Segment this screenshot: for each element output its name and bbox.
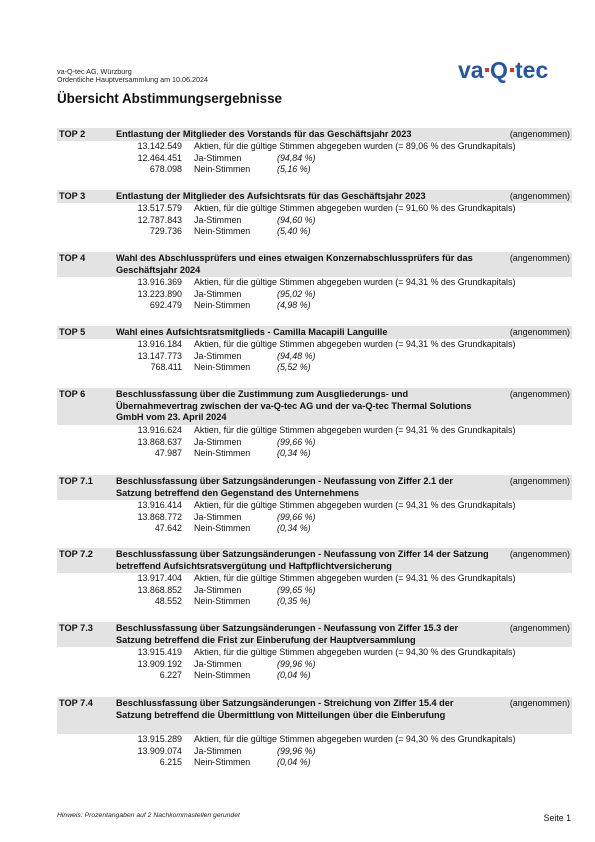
agenda-item-title: Beschlussfassung über Satzungsänderungen - Neufassung von Ziffer 15.3 der Satzung betreffend die Frist zur Einberufung der Hauptversammlung	[116, 623, 459, 645]
agenda-item-status: (angenommen)	[509, 129, 570, 139]
agenda-item-title: Beschlussfassung über Satzungsänderungen - Neufassung von Ziffer 14 der Satzung betreffend Aufsichtsratsvergütung und Haftpflichtversicherung	[116, 549, 489, 571]
svg-text:tec: tec	[515, 57, 549, 83]
valid-votes-text: Aktien, für die gültige Stimmen abgegeben wurden (= 94,31 % des Grundkapitals)	[194, 500, 516, 510]
yes-votes-percent: (94,84 %)	[277, 152, 316, 163]
agenda-item-number: TOP 7.3	[59, 623, 93, 633]
page-number: Seite 1	[543, 813, 571, 823]
yes-votes-label: Ja-Stimmen	[194, 584, 242, 595]
no-votes-label: Nein-Stimmen	[194, 448, 251, 458]
yes-votes-row	[57, 215, 572, 227]
no-votes-label: Nein-Stimmen	[194, 300, 251, 310]
yes-votes-count: 13.909.192	[137, 658, 182, 669]
yes-votes-percent: (99,96 %)	[277, 658, 316, 669]
agenda-item-top-7-1	[57, 475, 572, 535]
no-votes-label: Nein-Stimmen	[194, 596, 251, 606]
agenda-item-number: TOP 6	[59, 389, 86, 399]
no-votes-row	[57, 670, 572, 682]
agenda-item-top-4	[57, 252, 572, 312]
agenda-item-top-6	[57, 388, 572, 460]
agenda-item-header	[57, 475, 572, 500]
valid-votes-row	[57, 647, 572, 659]
yes-votes-percent: (99,65 %)	[277, 584, 316, 595]
agenda-item-status: (angenommen)	[509, 191, 570, 201]
agenda-item-status: (angenommen)	[509, 698, 570, 708]
no-votes-count: 47.987	[154, 448, 182, 458]
no-votes-percent: (0,35 %)	[277, 596, 311, 606]
valid-votes-text: Aktien, für die gültige Stimmen abgegeben wurden (= 94,31 % des Grundkapitals)	[194, 573, 516, 583]
meeting-name: Ordentliche Hauptversammlung am 10.06.2024	[57, 75, 209, 85]
agenda-item-status: (angenommen)	[509, 549, 570, 559]
agenda-item-number: TOP 5	[59, 327, 86, 337]
valid-votes-row	[57, 203, 572, 215]
no-votes-row	[57, 164, 572, 176]
yes-votes-label: Ja-Stimmen	[194, 152, 242, 163]
logo-graphic	[458, 57, 573, 85]
no-votes-percent: (4,98 %)	[277, 300, 311, 310]
yes-votes-row	[57, 289, 572, 301]
valid-votes-text: Aktien, für die gültige Stimmen abgegeben wurden (= 89,06 % des Grundkapitals)	[194, 141, 516, 151]
agenda-item-status: (angenommen)	[509, 623, 570, 633]
page-title: Übersicht Abstimmungsergebnisse	[57, 91, 282, 106]
agenda-item-header	[57, 252, 572, 277]
svg-text:va: va	[458, 57, 484, 83]
agenda-item-title: Wahl eines Aufsichtsratsmitglieds - Camilla Macapili Languille	[116, 327, 388, 337]
no-votes-percent: (5,52 %)	[277, 362, 311, 372]
no-votes-percent: (0,04 %)	[277, 757, 311, 767]
no-votes-label: Nein-Stimmen	[194, 757, 251, 767]
agenda-item-header	[57, 622, 572, 647]
valid-votes-count: 13.142.549	[137, 141, 182, 151]
agenda-item-number: TOP 4	[59, 253, 86, 263]
agenda-item-title: Beschlussfassung über Satzungsänderungen - Neufassung von Ziffer 2.1 der Satzung betreffend den Gegenstand des Unternehmens	[116, 476, 453, 498]
yes-votes-count: 12.464.451	[137, 152, 182, 163]
yes-votes-percent: (99,96 %)	[277, 745, 316, 756]
no-votes-percent: (5,16 %)	[277, 164, 311, 174]
agenda-item-header	[57, 697, 572, 734]
svg-text:Q: Q	[490, 57, 508, 83]
no-votes-count: 729.736	[149, 226, 182, 236]
yes-votes-percent: (94,60 %)	[277, 214, 316, 225]
no-votes-count: 678.098	[149, 164, 182, 174]
yes-votes-row	[57, 351, 572, 363]
document-header	[57, 68, 208, 84]
yes-votes-percent: (99,66 %)	[277, 436, 316, 447]
yes-votes-row	[57, 659, 572, 671]
no-votes-label: Nein-Stimmen	[194, 670, 251, 680]
valid-votes-count: 13.915.289	[137, 734, 182, 744]
valid-votes-text: Aktien, für die gültige Stimmen abgegeben wurden (= 94,31 % des Grundkapitals)	[194, 425, 516, 435]
yes-votes-row	[57, 153, 572, 165]
agenda-item-header	[57, 190, 572, 203]
no-votes-count: 48.552	[154, 596, 182, 606]
agenda-item-header	[57, 128, 572, 141]
yes-votes-count: 13.147.773	[137, 350, 182, 361]
agenda-item-number: TOP 7.2	[59, 549, 93, 559]
valid-votes-count: 13.517.579	[137, 203, 182, 213]
no-votes-percent: (0,34 %)	[277, 448, 311, 458]
no-votes-count: 768.411	[150, 362, 182, 372]
yes-votes-count: 13.909.074	[137, 745, 182, 756]
agenda-item-top-5	[57, 326, 572, 374]
valid-votes-text: Aktien, für die gültige Stimmen abgegeben wurden (= 94,30 % des Grundkapitals)	[194, 734, 516, 744]
agenda-item-status: (angenommen)	[509, 253, 570, 263]
no-votes-count: 692.479	[149, 300, 182, 310]
rounding-footnote: Hinweis: Prozentangaben auf 2 Nachkommastellen gerundet	[57, 812, 240, 819]
no-votes-row	[57, 757, 572, 769]
agenda-item-status: (angenommen)	[509, 327, 570, 337]
valid-votes-row	[57, 277, 572, 289]
valid-votes-count: 13.915.419	[137, 647, 182, 657]
agenda-item-top-7-4	[57, 697, 572, 769]
yes-votes-percent: (99,66 %)	[277, 511, 316, 522]
valid-votes-text: Aktien, für die gültige Stimmen abgegeben wurden (= 94,30 % des Grundkapitals)	[194, 647, 516, 657]
agenda-item-header	[57, 326, 572, 339]
valid-votes-row	[57, 339, 572, 351]
no-votes-percent: (5,40 %)	[277, 226, 311, 236]
yes-votes-row	[57, 585, 572, 597]
valid-votes-count: 13.916.414	[137, 500, 182, 510]
agenda-item-number: TOP 7.4	[59, 698, 93, 708]
valid-votes-row	[57, 734, 572, 746]
no-votes-row	[57, 448, 572, 460]
agenda-item-number: TOP 7.1	[59, 476, 93, 486]
no-votes-row	[57, 523, 572, 535]
yes-votes-label: Ja-Stimmen	[194, 658, 242, 669]
valid-votes-text: Aktien, für die gültige Stimmen abgegeben wurden (= 94,31 % des Grundkapitals)	[194, 277, 516, 287]
agenda-item-title: Wahl des Abschlussprüfers und eines etwaigen Konzernabschlussprüfers für das Geschäftsjahr 2024	[116, 253, 473, 275]
yes-votes-count: 13.868.637	[137, 436, 182, 447]
agenda-item-top-7-3	[57, 622, 572, 682]
agenda-item-status: (angenommen)	[509, 389, 570, 399]
valid-votes-row	[57, 425, 572, 437]
yes-votes-label: Ja-Stimmen	[194, 745, 242, 756]
agenda-item-top-3	[57, 190, 572, 238]
valid-votes-text: Aktien, für die gültige Stimmen abgegeben wurden (= 94,31 % des Grundkapitals)	[194, 339, 516, 349]
yes-votes-count: 12.787.843	[137, 214, 182, 225]
yes-votes-row	[57, 512, 572, 524]
yes-votes-row	[57, 437, 572, 449]
yes-votes-row	[57, 746, 572, 758]
yes-votes-count: 13.868.772	[137, 511, 182, 522]
valid-votes-row	[57, 573, 572, 585]
agenda-item-title: Entlastung der Mitglieder des Vorstands für das Geschäftsjahr 2023	[116, 129, 412, 139]
valid-votes-text: Aktien, für die gültige Stimmen abgegeben wurden (= 91,60 % des Grundkapitals)	[194, 203, 516, 213]
valid-votes-count: 13.916.184	[137, 339, 182, 349]
no-votes-label: Nein-Stimmen	[194, 362, 251, 372]
agenda-item-number: TOP 2	[59, 129, 86, 139]
yes-votes-label: Ja-Stimmen	[194, 511, 242, 522]
no-votes-label: Nein-Stimmen	[194, 164, 251, 174]
yes-votes-percent: (95,02 %)	[277, 288, 316, 299]
agenda-item-number: TOP 3	[59, 191, 86, 201]
no-votes-label: Nein-Stimmen	[194, 523, 251, 533]
agenda-item-title: Entlastung der Mitglieder des Aufsichtsrats für das Geschäftsjahr 2023	[116, 191, 426, 201]
agenda-item-top-7-2	[57, 548, 572, 608]
agenda-item-title: Beschlussfassung über Satzungsänderungen - Streichung von Ziffer 15.4 der Satzung betreffend die Übermittlung von Mitteilungen über die Einberufung	[116, 698, 454, 720]
no-votes-row	[57, 362, 572, 374]
company-name: va-Q-tec AG, Würzburg	[57, 67, 132, 76]
no-votes-count: 6.215	[159, 757, 182, 767]
no-votes-label: Nein-Stimmen	[194, 226, 251, 236]
valid-votes-count: 13.916.624	[137, 425, 182, 435]
yes-votes-percent: (94,48 %)	[277, 350, 316, 361]
yes-votes-label: Ja-Stimmen	[194, 350, 242, 361]
valid-votes-row	[57, 141, 572, 153]
no-votes-row	[57, 300, 572, 312]
no-votes-row	[57, 226, 572, 238]
valid-votes-row	[57, 500, 572, 512]
agenda-item-header	[57, 548, 572, 573]
agenda-item-top-2	[57, 128, 572, 176]
valid-votes-count: 13.917.404	[137, 573, 182, 583]
valid-votes-count: 13.916.369	[137, 277, 182, 287]
yes-votes-label: Ja-Stimmen	[194, 214, 242, 225]
va-q-tec-logo	[458, 57, 573, 85]
yes-votes-label: Ja-Stimmen	[194, 436, 242, 447]
agenda-item-title: Beschlussfassung über die Zustimmung zum Ausgliederungs- und Übernahmevertrag zwischen der va-Q-tec AG und der va-Q-tec Thermal Solutions GmbH vom 23. April 2024	[116, 389, 472, 422]
yes-votes-count: 13.868.852	[137, 584, 182, 595]
yes-votes-label: Ja-Stimmen	[194, 288, 242, 299]
agenda-item-status: (angenommen)	[509, 476, 570, 486]
no-votes-percent: (0,34 %)	[277, 523, 311, 533]
no-votes-count: 6.227	[159, 670, 182, 680]
agenda-item-header	[57, 388, 572, 425]
no-votes-count: 47.642	[154, 523, 182, 533]
yes-votes-count: 13.223.890	[137, 288, 182, 299]
no-votes-row	[57, 596, 572, 608]
no-votes-percent: (0,04 %)	[277, 670, 311, 680]
